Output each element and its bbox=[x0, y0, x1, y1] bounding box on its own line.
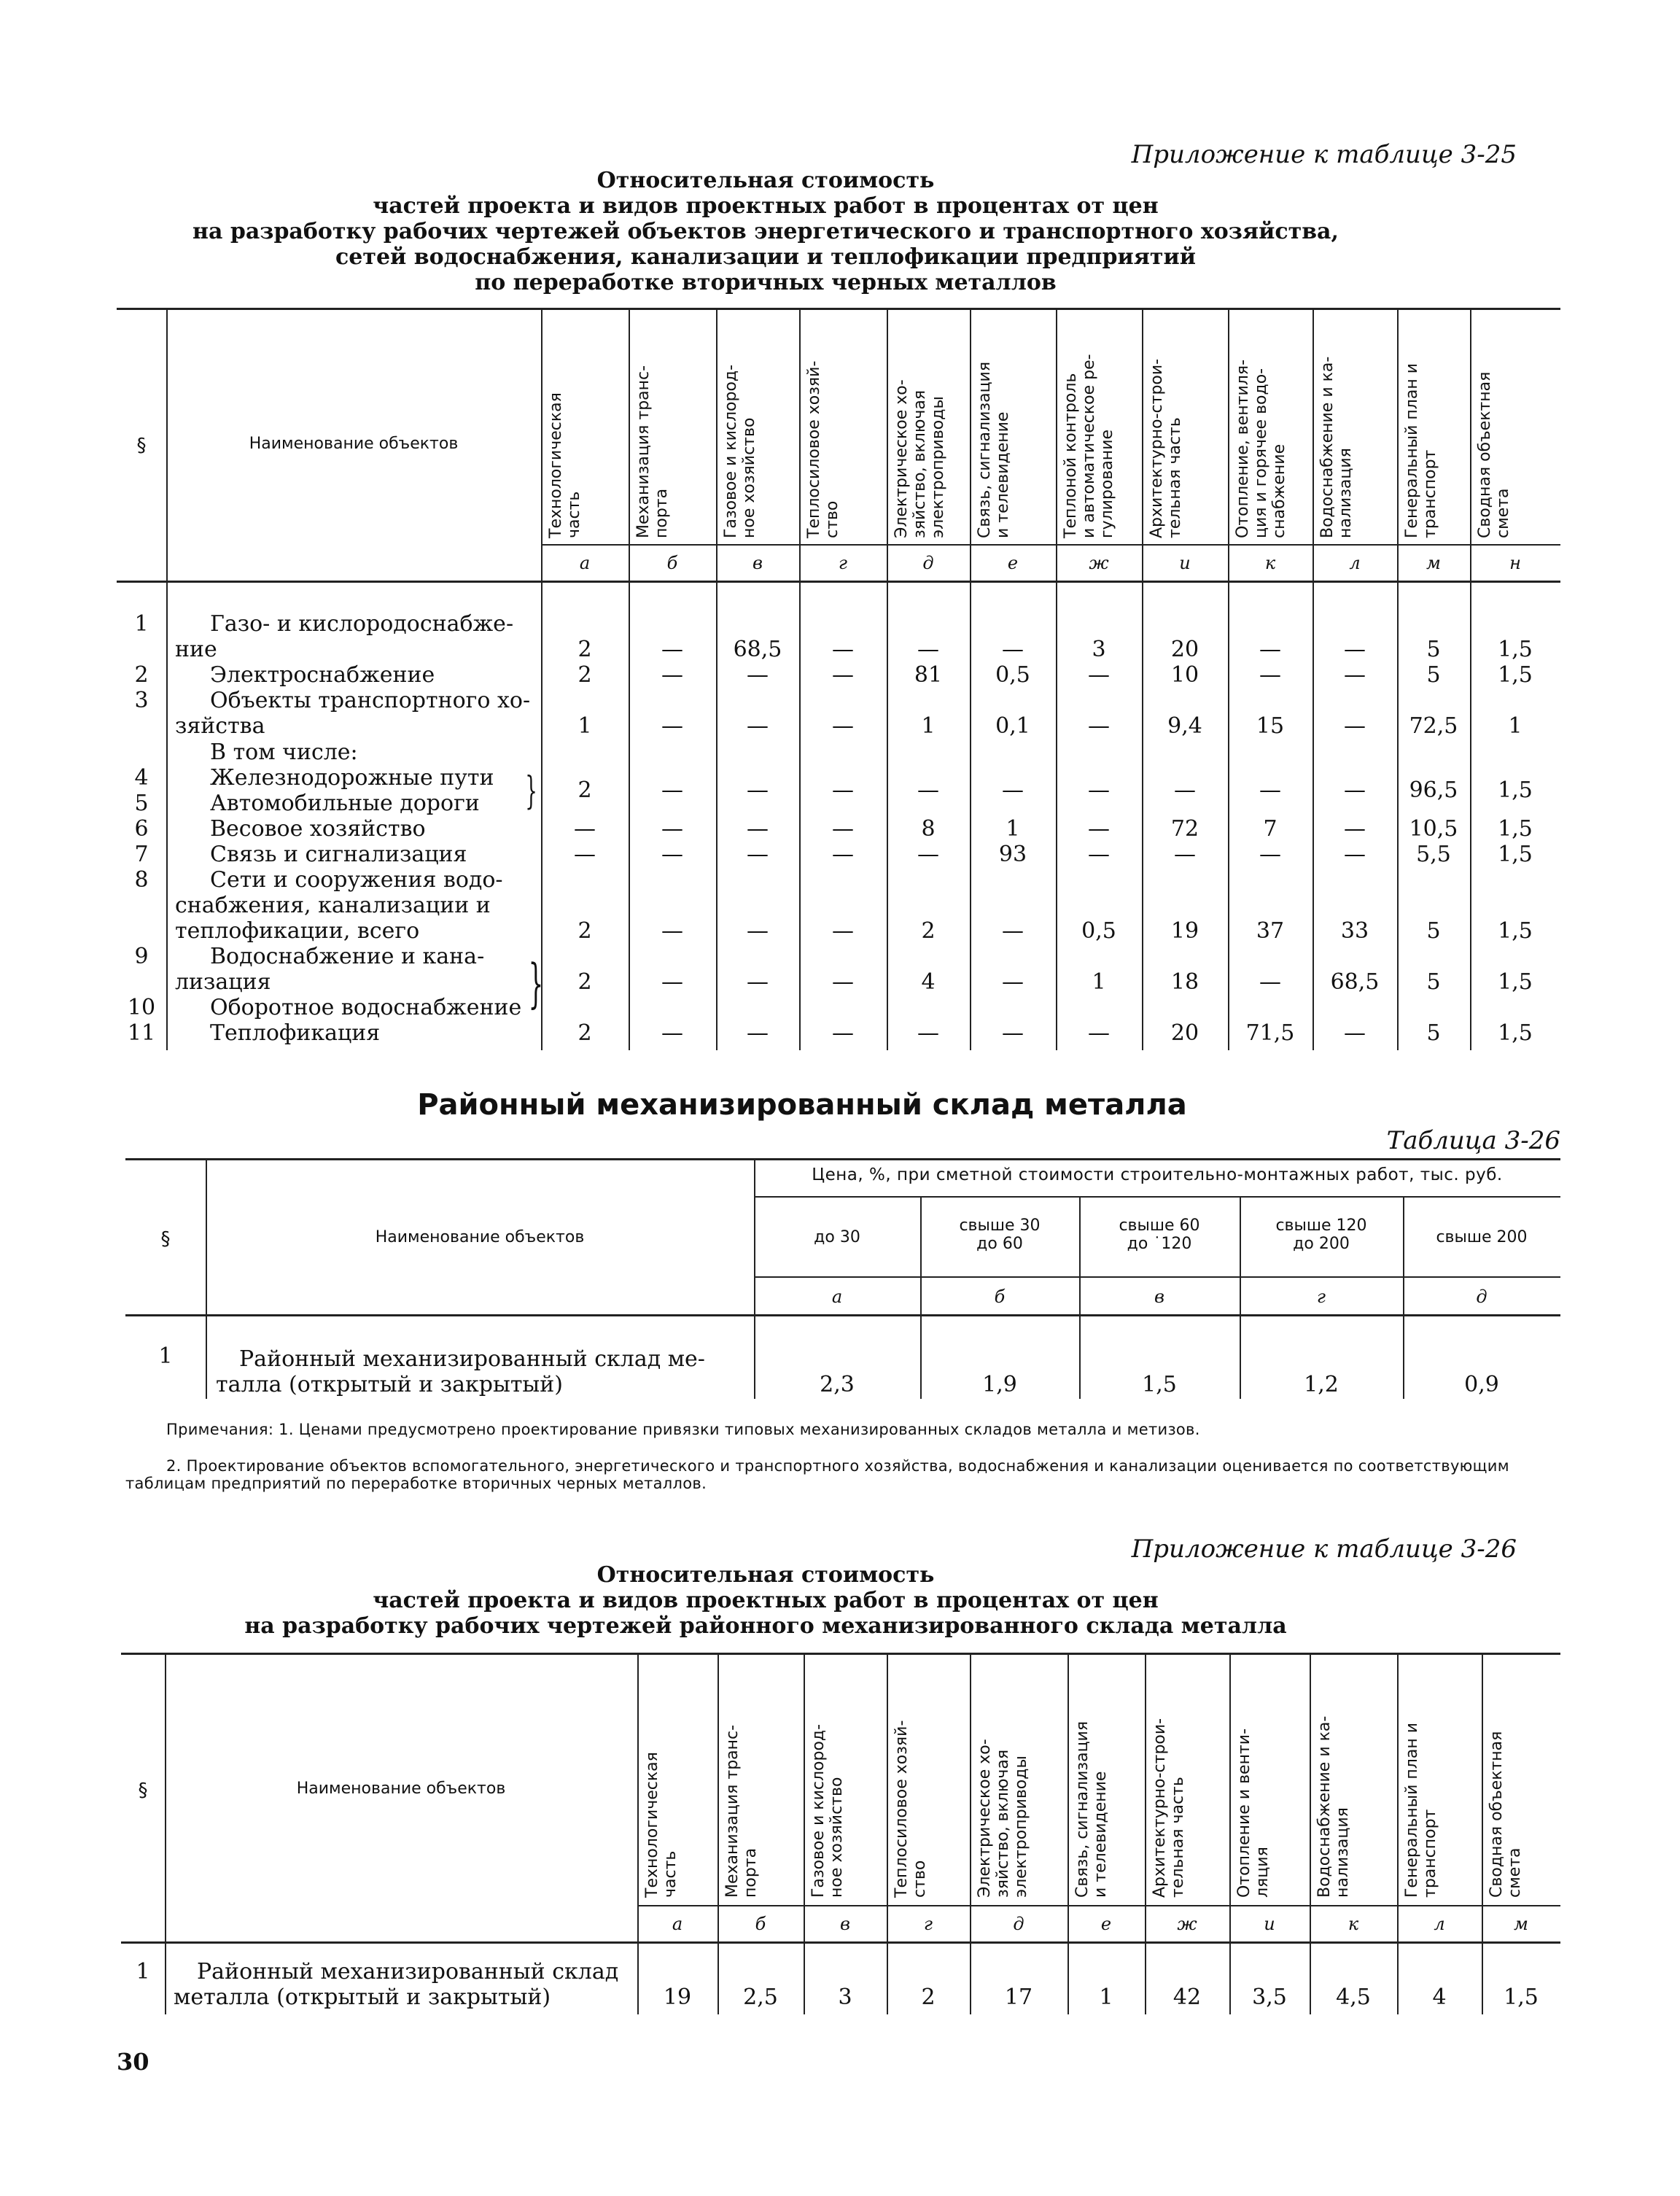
table-cell-value: — bbox=[1344, 713, 1366, 739]
table-cell-value: 5,5 bbox=[1416, 842, 1451, 867]
table-cell-value: — bbox=[917, 637, 939, 662]
table-cell-value: — bbox=[661, 918, 683, 944]
table-title-line: по переработке вторичных черных металлов bbox=[475, 270, 1057, 295]
column-letter: а bbox=[579, 553, 591, 573]
page-number: 30 bbox=[117, 2048, 149, 2076]
table-cell-value: 20 bbox=[1170, 637, 1199, 662]
table-cell-value: 5 bbox=[1426, 969, 1441, 995]
table-cell-value: — bbox=[832, 816, 854, 842]
table-title-line: Относительная стоимость bbox=[596, 1562, 935, 1588]
price-column-header: свыше 120 до 200 bbox=[1275, 1217, 1367, 1253]
column-letter: б bbox=[994, 1287, 1006, 1307]
table-cell-value: 0,9 bbox=[1464, 1372, 1499, 1397]
table-title-line: Относительная стоимость bbox=[596, 168, 935, 193]
table-cell-value: 1,5 bbox=[1498, 777, 1533, 803]
column-letter: л bbox=[1434, 1914, 1445, 1934]
objects-name-header: Наименование объектов bbox=[249, 435, 459, 453]
table-cell-value: — bbox=[747, 969, 769, 995]
table-cell-value: 68,5 bbox=[733, 637, 782, 662]
column-divider bbox=[1482, 1653, 1483, 2014]
column-header-label: Водоснабжение и ка- нализация bbox=[1318, 356, 1355, 538]
table-cell-value: — bbox=[747, 918, 769, 944]
table-cell-value: — bbox=[1002, 1020, 1024, 1046]
column-letter: к bbox=[1348, 1914, 1359, 1934]
column-letter: г bbox=[838, 553, 848, 573]
table-cell-value: — bbox=[1344, 816, 1366, 842]
object-name: Районный механизированный склад ме- bbox=[239, 1346, 705, 1372]
brace: } bbox=[525, 769, 537, 813]
column-letter: г bbox=[923, 1914, 933, 1934]
column-letter: и bbox=[1179, 553, 1191, 573]
table-cell-value: 1,2 bbox=[1304, 1372, 1339, 1397]
column-header-label: Теплосиловое хозяй- ство bbox=[892, 1720, 929, 1898]
column-header-label: Газовое и кислород- ное хозяйство bbox=[722, 364, 758, 538]
row-number: 5 bbox=[134, 791, 149, 816]
row-number: 4 bbox=[134, 765, 149, 791]
appendix-label: Приложение к таблице 3-25 bbox=[1131, 140, 1517, 169]
column-letter: б bbox=[666, 553, 678, 573]
object-name: лизация bbox=[175, 969, 271, 995]
price-column-header: до 30 bbox=[814, 1228, 860, 1246]
table-cell-value: — bbox=[1088, 1020, 1110, 1046]
table-cell-value: — bbox=[661, 842, 683, 867]
paragraph-header: § bbox=[138, 1780, 148, 1801]
table-cell-value: 93 bbox=[998, 842, 1027, 867]
table-cell-value: 4 bbox=[1432, 1984, 1447, 2010]
column-divider bbox=[970, 1653, 971, 2014]
table-cell-value: 0,1 bbox=[995, 713, 1030, 739]
table-cell-value: — bbox=[1088, 842, 1110, 867]
table-cell-value: — bbox=[832, 662, 854, 688]
column-header-label: Механизация транс- порта bbox=[634, 365, 671, 538]
table-title-line: на разработку рабочих чертежей районного механизированного склада металла bbox=[244, 1613, 1287, 1639]
span-header-rule bbox=[754, 1196, 1560, 1198]
table-cell-value: 1,5 bbox=[1498, 816, 1533, 842]
table-cell-value: 33 bbox=[1340, 918, 1369, 944]
column-divider bbox=[206, 1158, 207, 1399]
table-cell-value: — bbox=[832, 713, 854, 739]
table-cell-value: — bbox=[661, 637, 683, 662]
header-bottom-rule bbox=[121, 1941, 1560, 1944]
table-cell-value: — bbox=[661, 662, 683, 688]
column-divider bbox=[166, 308, 168, 1050]
column-header-label: Теплосиловое хозяй- ство bbox=[805, 360, 841, 538]
letter-row-rule bbox=[541, 544, 1560, 546]
column-divider bbox=[1310, 1653, 1311, 2014]
row-number: 8 bbox=[134, 867, 149, 893]
table-cell-value: — bbox=[1259, 969, 1281, 995]
row-number: 9 bbox=[134, 944, 149, 969]
table-cell-value: — bbox=[832, 842, 854, 867]
table-cell-value: 9,4 bbox=[1167, 713, 1202, 739]
letter-row-rule bbox=[637, 1905, 1560, 1906]
column-header-label: Архитектурно-строи- тельная часть bbox=[1151, 1718, 1187, 1898]
column-letter: ж bbox=[1089, 553, 1109, 573]
table-cell-value: 2 bbox=[921, 918, 936, 944]
row-number: 1 bbox=[158, 1343, 173, 1369]
table-cell-value: — bbox=[1002, 637, 1024, 662]
column-letter: а bbox=[831, 1287, 843, 1307]
table-cell-value: 71,5 bbox=[1245, 1020, 1295, 1046]
table-cell-value: 10,5 bbox=[1409, 816, 1458, 842]
column-header-label: Отопление, вентиля- ция и горячее водо- снабжение bbox=[1234, 359, 1288, 538]
row-number: 10 bbox=[127, 995, 156, 1020]
column-header-label: Генеральный план и транспорт bbox=[1403, 363, 1439, 538]
row-number: 1 bbox=[134, 611, 149, 637]
table-cell-value: 72 bbox=[1170, 816, 1199, 842]
table-cell-value: 18 bbox=[1170, 969, 1199, 995]
price-column-header: свыше 60 до ˙120 bbox=[1119, 1217, 1200, 1253]
table-cell-value: — bbox=[1259, 777, 1281, 803]
table-cell-value: 81 bbox=[914, 662, 943, 688]
table-cell-value: 1 bbox=[1099, 1984, 1113, 2010]
column-divider bbox=[1145, 1653, 1146, 2014]
price-column-header: свыше 30 до 60 bbox=[959, 1217, 1041, 1253]
column-letter: ж bbox=[1177, 1914, 1197, 1934]
table-cell-value: — bbox=[917, 777, 939, 803]
table-cell-value: 1,9 bbox=[982, 1372, 1017, 1397]
table-cell-value: — bbox=[661, 816, 683, 842]
table-cell-value: 5 bbox=[1426, 662, 1441, 688]
table-cell-value: — bbox=[747, 1020, 769, 1046]
object-name: Объекты транспортного хо- bbox=[210, 688, 531, 713]
object-name: Электроснабжение bbox=[210, 662, 435, 688]
table-cell-value: — bbox=[747, 662, 769, 688]
table-cell-value: 1,5 bbox=[1498, 969, 1533, 995]
letter-row-rule bbox=[754, 1276, 1560, 1278]
paragraph-header: § bbox=[160, 1228, 171, 1250]
table-cell-value: — bbox=[1174, 842, 1196, 867]
column-header-label: Газовое и кислород- ное хозяйство bbox=[809, 1723, 846, 1898]
table-cell-value: — bbox=[661, 777, 683, 803]
column-letter: д bbox=[922, 553, 934, 573]
table-cell-value: — bbox=[1344, 662, 1366, 688]
table-title-line: сетей водоснабжения, канализации и теплофикации предприятий bbox=[335, 244, 1196, 270]
table-cell-value: 5 bbox=[1426, 918, 1441, 944]
column-letter: и bbox=[1264, 1914, 1275, 1934]
object-name: Связь и сигнализация bbox=[210, 842, 467, 867]
row-number: 2 bbox=[134, 662, 149, 688]
column-divider bbox=[1397, 1653, 1399, 2014]
table-cell-value: — bbox=[917, 842, 939, 867]
appendix-label: Приложение к таблице 3-26 bbox=[1131, 1535, 1517, 1564]
column-header-label: Сводная объектная смета bbox=[1488, 1731, 1524, 1898]
table-cell-value: 7 bbox=[1263, 816, 1278, 842]
table-cell-value: — bbox=[574, 842, 596, 867]
object-name: зяйства bbox=[175, 713, 265, 739]
column-letter: м bbox=[1514, 1914, 1528, 1934]
table-cell-value: — bbox=[747, 842, 769, 867]
table-cell-value: — bbox=[832, 777, 854, 803]
table-cell-value: 3,5 bbox=[1252, 1984, 1287, 2010]
column-letter: к bbox=[1264, 553, 1276, 573]
table-cell-value: — bbox=[1088, 816, 1110, 842]
object-name: Газо- и кислородоснабже- bbox=[210, 611, 514, 637]
column-header-label: Сводная объектная смета bbox=[1476, 371, 1512, 538]
table-cell-value: — bbox=[1174, 777, 1196, 803]
column-letter: л bbox=[1349, 553, 1361, 573]
table-cell-value: — bbox=[832, 969, 854, 995]
table-cell-value: 17 bbox=[1004, 1984, 1033, 2010]
column-divider bbox=[804, 1653, 805, 2014]
table-cell-value: — bbox=[747, 777, 769, 803]
table-cell-value: — bbox=[1344, 842, 1366, 867]
table-cell-value: — bbox=[1002, 777, 1024, 803]
table-cell-value: 68,5 bbox=[1330, 969, 1380, 995]
column-letter: г bbox=[1316, 1287, 1326, 1307]
table-cell-value: 1,5 bbox=[1498, 1020, 1533, 1046]
object-name: талла (открытый и закрытый) bbox=[216, 1372, 564, 1397]
table-cell-value: 1,5 bbox=[1498, 842, 1533, 867]
table-cell-value: 96,5 bbox=[1409, 777, 1458, 803]
column-divider bbox=[1068, 1653, 1069, 2014]
table-cell-value: 5 bbox=[1426, 637, 1441, 662]
footnote: Примечания: 1. Ценами предусмотрено проектирование привязки типовых механизированных складов металла и метизов. bbox=[166, 1421, 1200, 1438]
column-header-label: Генеральный план и транспорт bbox=[1403, 1723, 1439, 1898]
object-name: Весовое хозяйство bbox=[210, 816, 426, 842]
table-cell-value: 1 bbox=[921, 713, 936, 739]
object-name: Районный механизированный склад bbox=[197, 1959, 619, 1984]
table-cell-value: 15 bbox=[1256, 713, 1285, 739]
object-name: ние bbox=[175, 637, 217, 662]
table-cell-value: 20 bbox=[1170, 1020, 1199, 1046]
column-header-label: Архитектурно-строи- тельная часть bbox=[1148, 358, 1184, 538]
objects-name-header: Наименование объектов bbox=[296, 1780, 506, 1798]
column-letter: е bbox=[1100, 1914, 1112, 1934]
column-header-label: Теплоной контроль и автоматическое ре- гулирование bbox=[1062, 354, 1116, 538]
object-name: Автомобильные дороги bbox=[210, 791, 480, 816]
header-bottom-rule bbox=[117, 581, 1560, 583]
paragraph-header: § bbox=[136, 435, 147, 457]
table-cell-value: 3 bbox=[1092, 637, 1106, 662]
table-cell-value: — bbox=[1344, 1020, 1366, 1046]
table-cell-value: — bbox=[661, 713, 683, 739]
table-cell-value: — bbox=[661, 1020, 683, 1046]
column-letter: д bbox=[1476, 1287, 1488, 1307]
table-title-line: на разработку рабочих чертежей объектов энергетического и транспортного хозяйства, bbox=[192, 219, 1339, 244]
column-divider bbox=[887, 1653, 888, 2014]
table-cell-value: — bbox=[747, 816, 769, 842]
table-cell-value: 2 bbox=[578, 637, 592, 662]
row-number: 3 bbox=[134, 688, 149, 713]
column-letter: а bbox=[672, 1914, 683, 1934]
table-cell-value: 37 bbox=[1256, 918, 1285, 944]
object-name: Железнодорожные пути bbox=[210, 765, 494, 791]
table-cell-value: — bbox=[1259, 637, 1281, 662]
table-top-rule bbox=[125, 1158, 1560, 1160]
table-cell-value: — bbox=[917, 1020, 939, 1046]
table-cell-value: — bbox=[832, 637, 854, 662]
table-cell-value: 72,5 bbox=[1409, 713, 1458, 739]
table-cell-value: — bbox=[1002, 918, 1024, 944]
table-cell-value: 2,5 bbox=[743, 1984, 778, 2010]
table-cell-value: — bbox=[1002, 969, 1024, 995]
table-cell-value: — bbox=[1344, 777, 1366, 803]
table-cell-value: 2 bbox=[578, 777, 592, 803]
table-cell-value: 19 bbox=[663, 1984, 692, 2010]
column-header-label: Связь, сигнализация и телевидение bbox=[976, 361, 1012, 538]
brace: } bbox=[528, 952, 544, 1014]
table-cell-value: 19 bbox=[1170, 918, 1199, 944]
table-label: Таблица 3-26 bbox=[1386, 1126, 1560, 1155]
column-letter: б bbox=[755, 1914, 766, 1934]
table-cell-value: — bbox=[661, 969, 683, 995]
table-cell-value: 42 bbox=[1172, 1984, 1202, 2010]
column-letter: н bbox=[1509, 553, 1521, 573]
column-letter: е bbox=[1007, 553, 1019, 573]
column-header-label: Электрическое хо- зяйство, включая электроприводы bbox=[976, 1739, 1030, 1898]
row-number: 6 bbox=[134, 816, 149, 842]
table-cell-value: 8 bbox=[921, 816, 936, 842]
object-name: Оборотное водоснабжение bbox=[210, 995, 522, 1020]
table-title-line: частей проекта и видов проектных работ в процентах от цен bbox=[373, 1588, 1159, 1613]
object-name: Теплофикация bbox=[210, 1020, 381, 1046]
table-cell-value: 1 bbox=[1508, 713, 1522, 739]
table-cell-value: 2 bbox=[578, 969, 592, 995]
table-cell-value: — bbox=[574, 816, 596, 842]
footnote: 2. Проектирование объектов вспомогательного, энергетического и транспортного хозяйства, водоснабжения и канализации оценивается по соответствующим таблицам предприятий по переработке вторичных черных металлов. bbox=[125, 1457, 1509, 1492]
column-divider bbox=[165, 1653, 166, 2014]
column-header-label: Технологическая часть bbox=[547, 392, 583, 538]
table-cell-value: 4 bbox=[921, 969, 936, 995]
table-top-rule bbox=[121, 1653, 1560, 1655]
table-cell-value: 2 bbox=[578, 1020, 592, 1046]
table-cell-value: 1,5 bbox=[1498, 662, 1533, 688]
row-number: 7 bbox=[134, 842, 149, 867]
column-header-label: Связь, сигнализация и телевидение bbox=[1073, 1720, 1110, 1898]
table-cell-value: 1,5 bbox=[1498, 637, 1533, 662]
object-name: теплофикации, всего bbox=[175, 918, 420, 944]
column-letter: в bbox=[752, 553, 763, 573]
table-cell-value: 3 bbox=[838, 1984, 852, 2010]
column-header-label: Водоснабжение и ка- нализация bbox=[1315, 1715, 1352, 1898]
table-top-rule bbox=[117, 308, 1560, 310]
table-cell-value: — bbox=[832, 1020, 854, 1046]
table-cell-value: 10 bbox=[1170, 662, 1199, 688]
column-letter: д bbox=[1013, 1914, 1024, 1934]
row-number: 1 bbox=[136, 1959, 150, 1984]
column-header-label: Электрическое хо- зяйство, включая электроприводы bbox=[892, 379, 947, 538]
table-cell-value: 1 bbox=[578, 713, 592, 739]
table-cell-value: 1 bbox=[1092, 969, 1106, 995]
object-name: снабжения, канализации и bbox=[175, 893, 491, 918]
column-header-label: Механизация транс- порта bbox=[723, 1724, 760, 1898]
table-cell-value: 2 bbox=[578, 918, 592, 944]
table-cell-value: 5 bbox=[1426, 1020, 1441, 1046]
price-column-header: свыше 200 bbox=[1436, 1228, 1528, 1246]
objects-name-header: Наименование объектов bbox=[375, 1228, 585, 1246]
column-divider bbox=[718, 1653, 719, 2014]
table-cell-value: — bbox=[747, 713, 769, 739]
column-header-label: Технологическая часть bbox=[643, 1752, 680, 1898]
table-cell-value: 1,5 bbox=[1504, 1984, 1539, 2010]
object-name: В том числе: bbox=[210, 740, 358, 765]
table-cell-value: 2 bbox=[578, 662, 592, 688]
table-cell-value: 0,5 bbox=[995, 662, 1030, 688]
object-name: Сети и сооружения водо- bbox=[210, 867, 503, 893]
column-letter: в bbox=[840, 1914, 850, 1934]
price-span-header: Цена, %, при сметной стоимости строительно-монтажных работ, тыс. руб. bbox=[812, 1165, 1503, 1184]
table-cell-value: 4,5 bbox=[1336, 1984, 1371, 2010]
table-cell-value: 2,3 bbox=[820, 1372, 855, 1397]
table-cell-value: 1 bbox=[1006, 816, 1020, 842]
section-title: Районный механизированный склад металла bbox=[417, 1088, 1187, 1122]
table-cell-value: 2 bbox=[921, 1984, 936, 2010]
column-divider bbox=[1229, 1653, 1231, 2014]
table-cell-value: — bbox=[1344, 637, 1366, 662]
table-cell-value: 1,5 bbox=[1142, 1372, 1177, 1397]
table-cell-value: 1,5 bbox=[1498, 918, 1533, 944]
table-cell-value: — bbox=[1088, 662, 1110, 688]
table-cell-value: — bbox=[832, 918, 854, 944]
table-title-line: частей проекта и видов проектных работ в процентах от цен bbox=[373, 193, 1159, 219]
column-letter: в bbox=[1154, 1287, 1164, 1307]
object-name: металла (открытый и закрытый) bbox=[174, 1984, 551, 2010]
object-name: Водоснабжение и кана- bbox=[210, 944, 485, 969]
column-header-label: Отопление и венти- ляция bbox=[1235, 1728, 1272, 1898]
header-bottom-rule bbox=[125, 1314, 1560, 1316]
table-cell-value: — bbox=[1259, 662, 1281, 688]
column-letter: м bbox=[1426, 553, 1441, 573]
table-cell-value: — bbox=[1088, 777, 1110, 803]
table-cell-value: 0,5 bbox=[1081, 918, 1116, 944]
table-cell-value: — bbox=[1259, 842, 1281, 867]
row-number: 11 bbox=[127, 1020, 156, 1046]
table-cell-value: — bbox=[1088, 713, 1110, 739]
